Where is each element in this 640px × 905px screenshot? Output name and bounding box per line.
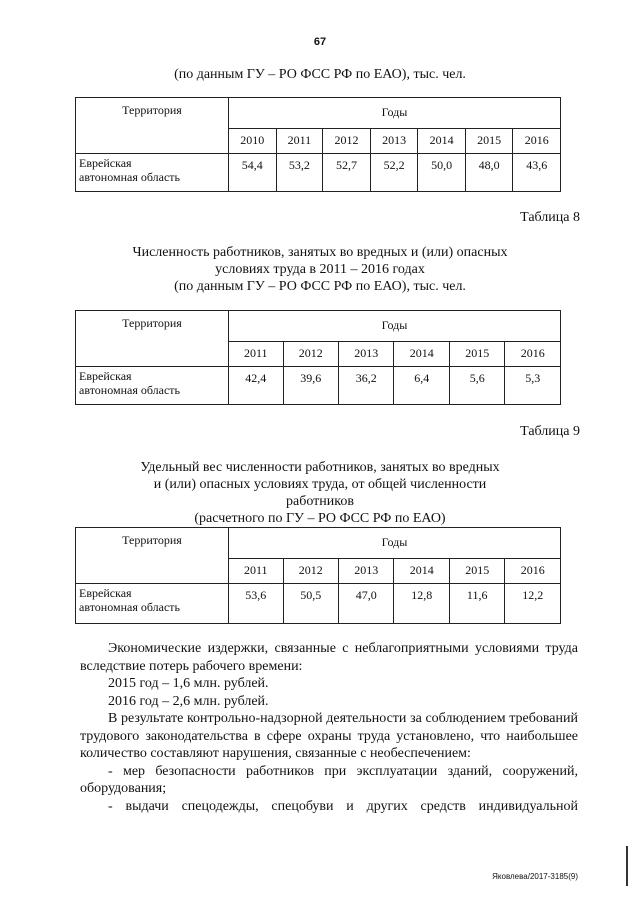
- scan-edge-mark: [626, 846, 628, 886]
- value-cell: 12,2: [505, 584, 561, 624]
- value-cell: 50,5: [283, 584, 338, 624]
- year-cell: 2012: [323, 128, 371, 153]
- paragraph-2015: 2015 год – 1,6 млн. рублей.: [108, 676, 269, 691]
- year-cell: 2014: [418, 128, 466, 153]
- value-cell: 11,6: [449, 584, 504, 624]
- paragraph-protective-equipment: - выдачи спецодежды, спецобуви и других средств индивидуальной: [108, 798, 578, 814]
- value-cell: 39,6: [283, 367, 338, 405]
- table7-caption: (по данным ГУ – РО ФСС РФ по ЕАО), тыс. чел.: [174, 67, 466, 82]
- value-cell: 52,7: [323, 154, 371, 192]
- table8: [75, 310, 561, 405]
- value-cell: 53,2: [276, 154, 323, 192]
- table9: [75, 527, 561, 624]
- paragraph-inspection: В результате контрольно-надзорной деятельности за соблюдением требований трудового законодательства в сфере охраны труда установлено, что наибольшее количество составляют нарушения, связанные с необеспечением:: [80, 711, 578, 761]
- value-cell: 36,2: [339, 367, 394, 405]
- page-number: 67: [313, 36, 327, 48]
- table9-label: Таблица 9: [520, 424, 580, 439]
- value-cell: 5,6: [449, 367, 504, 405]
- value-cell: 48,0: [465, 154, 513, 192]
- year-cell: 2013: [339, 341, 394, 366]
- year-cell: 2011: [276, 128, 323, 153]
- year-cell: 2011: [229, 341, 284, 366]
- years-header: Годы: [229, 98, 561, 129]
- value-cell: 54,4: [229, 154, 277, 192]
- table8-label: Таблица 8: [520, 210, 580, 225]
- table7: [75, 97, 561, 192]
- territory-header: Территория: [76, 528, 229, 584]
- year-cell: 2015: [449, 558, 504, 583]
- year-cell: 2011: [229, 558, 284, 583]
- year-cell: 2013: [370, 128, 418, 153]
- year-cell: 2015: [465, 128, 513, 153]
- table8-caption: Численность работников, занятых во вредных и (или) опасных условиях труда в 2011 – 2016 годах (по данным ГУ – РО ФСС РФ по ЕАО), тыс. чел.: [132, 245, 508, 294]
- paragraph-costs: Экономические издержки, связанные с неблагоприятными условиями труда вследствие потерь рабочего времени:: [80, 641, 578, 674]
- value-cell: 12,8: [394, 584, 449, 624]
- year-cell: 2014: [394, 558, 449, 583]
- row-label: Еврейская автономная область: [76, 367, 229, 405]
- row-label: Еврейская автономная область: [76, 584, 229, 624]
- value-cell: 53,6: [229, 584, 284, 624]
- year-cell: 2012: [283, 341, 338, 366]
- paragraph-safety-measures: - мер безопасности работников при эксплуатации зданий, сооружений, оборудования;: [80, 763, 578, 796]
- year-cell: 2013: [339, 558, 394, 583]
- year-cell: 2016: [505, 558, 561, 583]
- years-header: Годы: [229, 311, 561, 342]
- value-cell: 42,4: [229, 367, 284, 405]
- year-cell: 2012: [283, 558, 338, 583]
- territory-header: Территория: [76, 311, 229, 367]
- row-label: Еврейская автономная область: [76, 154, 229, 192]
- document-footer: Яковлева/2017-3185(9): [492, 872, 578, 881]
- paragraph-2016: 2016 год – 2,6 млн. рублей.: [108, 693, 269, 709]
- value-cell: 6,4: [394, 367, 449, 405]
- year-cell: 2010: [229, 128, 277, 153]
- value-cell: 52,2: [370, 154, 418, 192]
- value-cell: 43,6: [513, 154, 561, 192]
- value-cell: 50,0: [418, 154, 466, 192]
- territory-header: Территория: [76, 98, 229, 154]
- table9-caption: Удельный вес численности работников, занятых во вредных и (или) опасных условиях труда, от общей численности работников (расчетного по ГУ – РО ФСС РФ по ЕАО): [140, 460, 500, 526]
- body-text: [80, 640, 578, 815]
- value-cell: 47,0: [339, 584, 394, 624]
- year-cell: 2016: [513, 128, 561, 153]
- year-cell: 2016: [505, 341, 561, 366]
- value-cell: 5,3: [505, 367, 561, 405]
- year-cell: 2014: [394, 341, 449, 366]
- year-cell: 2015: [449, 341, 504, 366]
- years-header: Годы: [229, 528, 561, 559]
